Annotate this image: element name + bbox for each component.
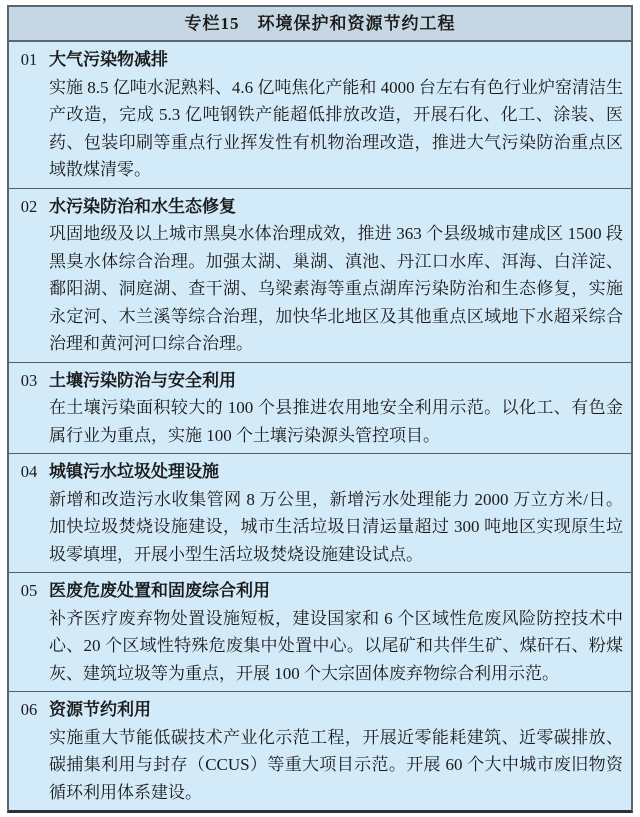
special-column-panel [7, 5, 633, 813]
section-resource-conservation [9, 691, 631, 810]
section-content [49, 367, 623, 450]
section-number: 05 [20, 581, 38, 600]
section-content [49, 696, 623, 806]
section-title: 土壤污染防治与安全利用 [49, 370, 236, 390]
section-air-pollution [9, 42, 631, 188]
section-body: 新增和改造污水收集管网 8 万公里，新增污水处理能力 2000 万立方米/日。加快垃圾焚烧设施建设，城市生活垃圾日清运量超过 300 吨地区实现原生垃圾零填埋，开展小型生活垃圾焚烧设施建设试点。 [49, 489, 623, 564]
section-number: 06 [20, 700, 38, 719]
section-title: 医废危废处置和固废综合利用 [49, 581, 270, 600]
section-body: 巩固地级及以上城市黑臭水体治理成效，推进 363 个县级城市建成区 1500 段黑臭水体综合治理。加强太湖、巢湖、滇池、丹江口水库、洱海、白洋淀、鄱阳湖、洞庭湖、查干湖、乌梁素海等重点湖库污染防治和生态修复，实施永定河、木兰溪等综合治理，加快华北地区及其他重点区域地下水超采综合治理和黄河河口综合治理。 [49, 224, 623, 353]
section-content [49, 577, 623, 687]
section-title: 大气污染物减排 [49, 50, 168, 69]
section-title: 水污染防治和水生态修复 [49, 196, 236, 216]
section-body: 实施重大节能低碳技术产业化示范工程，开展近零能耗建筑、近零碳排放、碳捕集利用与封存（CCUS）等重大项目示范。开展 60 个大中城市废旧物资循环利用体系建设。 [49, 727, 623, 802]
section-content [49, 458, 623, 568]
section-title: 城镇污水垃圾处理设施 [49, 462, 219, 481]
section-number: 04 [20, 462, 38, 481]
section-hazardous-waste [9, 572, 631, 691]
section-number: 02 [20, 196, 38, 216]
section-number: 03 [20, 370, 38, 390]
section-content [49, 46, 623, 184]
section-body: 补齐医疗废弃物处置设施短板，建设国家和 6 个区域性危废风险防控技术中心、20 个区域性特殊危废集中处置中心。以尾矿和共伴生矿、煤矸石、粉煤灰、建筑垃圾等为重点，开展 100 个大宗固体废弃物综合利用示范。 [49, 608, 623, 683]
panel-title: 专栏15 环境保护和资源节约工程 [9, 7, 631, 42]
section-water-pollution [9, 188, 631, 362]
section-sewage-waste-facilities [9, 453, 631, 572]
section-soil-pollution [9, 362, 631, 454]
section-body: 实施 8.5 亿吨水泥熟料、4.6 亿吨焦化产能和 4000 台左右有色行业炉窑清洁生产改造，完成 5.3 亿吨钢铁产能超低排放改造，开展石化、化工、涂装、医药、包装印刷等重点行业挥发性有机物治理改造，推进大气污染防治重点区域散煤清零。 [49, 77, 623, 179]
section-body: 在土壤污染面积较大的 100 个县推进农用地安全利用示范。以化工、有色金属行业为重点，实施 100 个土壤污染源头管控项目。 [49, 398, 623, 445]
section-number: 01 [20, 50, 38, 69]
section-title: 资源节约利用 [49, 700, 151, 719]
section-content [49, 193, 623, 358]
